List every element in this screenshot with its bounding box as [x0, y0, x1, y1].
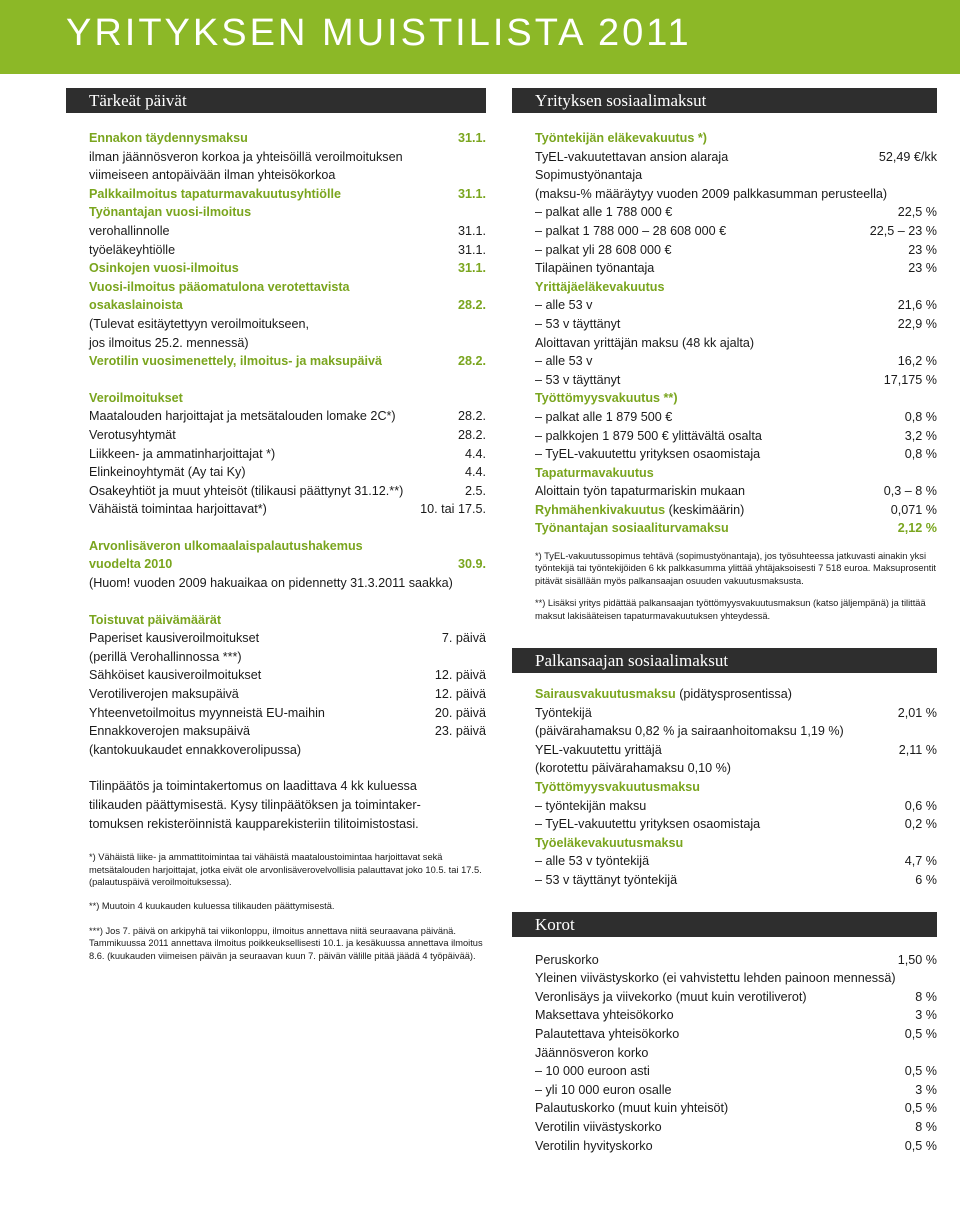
date-value: 2.5.	[464, 483, 486, 498]
rate-row	[535, 352, 937, 371]
rate-label	[535, 501, 744, 520]
rate-row	[535, 278, 937, 297]
date-row	[89, 352, 486, 371]
text-line: tilikauden päättymisestä. Kysy tilinpäätöksen ja toimintaker-	[89, 798, 421, 812]
date-value: 30.9.	[457, 557, 486, 572]
rate-label: – 10 000 euroon asti	[535, 1064, 650, 1079]
footnote: **) Muutoin 4 kuukauden kuluessa tilikauden päättymisestä.	[89, 901, 335, 912]
text-line: (kantokuukaudet ennakkoverolipussa)	[89, 742, 302, 757]
spacer	[89, 371, 486, 389]
rate-label: Työttömyysvakuutus **)	[535, 391, 678, 406]
rate-label: Aloittain työn tapaturmariskin mukaan	[535, 484, 745, 499]
rate-label: Yleinen viivästyskorko (ei vahvistettu lehden painoon mennessä)	[535, 971, 896, 986]
text-line: tomuksen rekisteröinnistä kaupparekisteriin tilitoimistostasi.	[89, 816, 419, 831]
rate-row	[535, 797, 937, 816]
date-row	[89, 704, 486, 723]
rate-label: – palkkojen 1 879 500 € ylittävältä osalta	[535, 428, 762, 443]
rate-row	[535, 969, 937, 988]
rate-value: 22,5 – 23 %	[869, 223, 937, 238]
date-row	[89, 222, 486, 241]
date-row	[89, 629, 486, 648]
rate-row	[535, 1025, 937, 1044]
rate-value: 1,50 %	[897, 952, 937, 967]
date-label: Vähäistä toimintaa harjoittavat*)	[89, 502, 267, 517]
rate-label: – alle 53 v	[535, 354, 593, 369]
rate-row	[535, 1062, 937, 1081]
important-dates-column	[66, 88, 486, 962]
rate-label-emphasis: Sairausvakuutusmaksu	[535, 687, 676, 702]
rate-row	[535, 759, 937, 778]
rate-label: Verotilin viivästyskorko	[535, 1119, 662, 1134]
rate-value: 4,7 %	[904, 854, 937, 869]
date-row	[89, 555, 486, 574]
rate-label: Peruskorko	[535, 952, 599, 967]
date-value: 31.1.	[457, 131, 486, 145]
left-footnotes	[89, 851, 486, 962]
rate-label-rest: (keskimäärin)	[665, 502, 745, 517]
date-value: 28.2.	[457, 409, 486, 424]
rate-label: Työnantajan sosiaaliturvamaksu	[535, 521, 729, 536]
rate-value: 21,6 %	[897, 298, 937, 313]
date-row	[89, 500, 486, 519]
rate-value: 0,5 %	[904, 1138, 937, 1153]
rate-label	[535, 685, 792, 704]
date-row	[89, 407, 486, 426]
rate-label: Työttömyysvakuutusmaksu	[535, 780, 700, 795]
date-row	[89, 296, 486, 315]
date-value: 31.1.	[457, 223, 486, 238]
rate-value: 0,8 %	[904, 447, 937, 462]
rate-label: – palkat 1 788 000 – 28 608 000 €	[535, 223, 727, 238]
employee-social-body	[512, 673, 937, 890]
rate-label: – yli 10 000 euron osalle	[535, 1082, 672, 1097]
rate-label: Työntekijä	[535, 705, 592, 720]
rate-row	[535, 1006, 937, 1025]
date-label: Liikkeen- ja ammatinharjoittajat *)	[89, 446, 276, 461]
date-row	[89, 463, 486, 482]
date-row	[89, 259, 486, 278]
rate-label: Veronlisäys ja viivekorko (muut kuin verotiliverot)	[535, 989, 807, 1004]
rate-value: 0,3 – 8 %	[883, 484, 937, 499]
page-title: YRITYKSEN MUISTILISTA 2011	[66, 12, 692, 54]
rate-label: – palkat yli 28 608 000 €	[535, 242, 672, 257]
rate-label: – 53 v täyttänyt	[535, 316, 621, 331]
date-value: 31.1.	[457, 261, 486, 276]
rate-row	[535, 815, 937, 834]
date-label: Ennakon täydennysmaksu	[89, 131, 248, 145]
date-label: Yhteenvetoilmoitus myynneistä EU-maihin	[89, 705, 325, 720]
rate-value: 0,5 %	[904, 1101, 937, 1116]
interest-body	[512, 937, 937, 1156]
date-row	[89, 129, 486, 148]
rate-row	[535, 482, 937, 501]
rate-label: – TyEL-vakuutettu yrityksen osaomistaja	[535, 817, 761, 832]
rate-label: – työntekijän maksu	[535, 798, 647, 813]
date-value: 28.2.	[457, 354, 486, 369]
rate-label: Sopimustyönantaja	[535, 168, 643, 183]
date-label: Palkkailmoitus tapaturmavakuutusyhtiölle	[89, 186, 341, 201]
text-line: jos ilmoitus 25.2. mennessä)	[89, 335, 249, 350]
rate-row	[535, 296, 937, 315]
rate-value: 2,11 %	[898, 742, 937, 757]
rate-row	[535, 778, 937, 797]
rate-label: – TyEL-vakuutettu yrityksen osaomistaja	[535, 447, 761, 462]
date-row	[89, 241, 486, 260]
rate-label: Tapaturmavakuutus	[535, 465, 654, 480]
rate-row	[535, 1137, 937, 1156]
date-value: 4.4.	[464, 465, 486, 480]
text-line: (perillä Verohallinnossa ***)	[89, 649, 242, 664]
rate-row	[535, 988, 937, 1007]
title-banner	[0, 0, 960, 74]
rate-label: – alle 53 v työntekijä	[535, 854, 650, 869]
rate-value: 16,2 %	[897, 354, 937, 369]
company-social-header: Yrityksen sosiaalimaksut	[512, 88, 937, 113]
spacer	[89, 759, 486, 777]
date-label: Paperiset kausiveroilmoitukset	[89, 631, 260, 646]
section-heading: Veroilmoitukset	[89, 390, 183, 405]
date-value: 23. päivä	[434, 724, 486, 739]
date-value: 31.1.	[457, 186, 486, 201]
section-heading: Vuosi-ilmoitus pääomatulona verotettavista	[89, 279, 350, 294]
date-label: Ennakkoverojen maksupäivä	[89, 724, 251, 739]
rate-row	[535, 241, 937, 260]
company-social-body	[512, 113, 937, 538]
rate-row	[535, 1118, 937, 1137]
rate-row	[535, 371, 937, 390]
rate-label: Työntekijän eläkevakuutus *)	[535, 131, 707, 145]
date-label: työeläkeyhtiölle	[89, 242, 176, 257]
rate-value: 8 %	[915, 1119, 937, 1134]
rate-label: Palautettava yhteisökorko	[535, 1027, 680, 1041]
date-value: 28.2.	[457, 427, 486, 442]
date-label: Verotusyhtymät	[89, 427, 176, 442]
rate-value: 0,071 %	[890, 502, 937, 517]
date-label: Verotilin vuosimenettely, ilmoitus- ja maksupäivä	[89, 354, 383, 369]
rate-value: 2,12 %	[897, 521, 937, 536]
rate-value: 2,01 %	[897, 705, 937, 720]
employee-social-header: Palkansaajan sosiaalimaksut	[512, 648, 937, 673]
date-value: 20. päivä	[434, 705, 486, 720]
rate-row	[535, 871, 937, 890]
rate-label: Palautuskorko (muut kuin yhteisöt)	[535, 1101, 729, 1116]
rate-label: (korotettu päivärahamaksu 0,10 %)	[535, 761, 732, 776]
rate-label: – palkat alle 1 788 000 €	[535, 205, 673, 220]
rate-label-emphasis: Ryhmähenkivakuutus	[535, 502, 666, 517]
rate-value: 0,2 %	[904, 817, 937, 832]
company-social-footnotes	[512, 538, 937, 622]
rate-row	[535, 501, 937, 520]
spacer	[89, 519, 486, 537]
rate-label: Verotilin hyvityskorko	[535, 1138, 653, 1153]
text-line: (Huom! vuoden 2009 hakuaikaa on pidennetty 31.3.2011 saakka)	[89, 576, 453, 591]
rate-label: – palkat alle 1 879 500 €	[535, 409, 673, 424]
rate-label: TyEL-vakuutettavan ansion alaraja	[535, 149, 729, 164]
rate-label: Jäännösveron korko	[535, 1045, 649, 1060]
date-value: 28.2.	[457, 298, 486, 313]
date-value: 10. tai 17.5.	[420, 502, 486, 517]
text-line: viimeiseen antopäivään ilman yhteisökorkoa	[89, 168, 336, 183]
rate-label-rest: (pidätysprosentissa)	[675, 687, 792, 702]
rate-row	[535, 464, 937, 483]
rate-row	[535, 951, 937, 970]
date-label: Elinkeinoyhtymät (Ay tai Ky)	[89, 465, 246, 480]
rate-value: 0,5 %	[904, 1064, 937, 1079]
rate-label: Työeläkevakuutusmaksu	[535, 835, 684, 850]
date-label: Sähköiset kausiveroilmoitukset	[89, 668, 262, 683]
rate-value: 8 %	[915, 989, 937, 1004]
date-label: osakaslainoista	[89, 298, 183, 313]
rate-row	[535, 1044, 937, 1063]
text-line: Tilinpäätös ja toimintakertomus on laadittava 4 kk kuluessa	[89, 779, 417, 794]
rate-label: Yrittäjäeläkevakuutus	[535, 279, 665, 294]
rate-row	[535, 389, 937, 408]
spacer	[89, 593, 486, 611]
rate-row	[535, 315, 937, 334]
rate-row	[535, 834, 937, 853]
important-dates-header: Tärkeät päivät	[66, 88, 486, 113]
rate-row	[535, 1099, 937, 1118]
date-row	[89, 185, 486, 204]
rate-value: 6 %	[915, 873, 937, 888]
rate-row	[535, 129, 937, 148]
date-row	[89, 445, 486, 464]
rate-value: 3 %	[915, 1082, 937, 1097]
rate-row	[535, 203, 937, 222]
date-value: 31.1.	[457, 242, 486, 257]
date-row	[89, 722, 486, 741]
interest-header: Korot	[512, 912, 937, 937]
date-label: Maatalouden harjoittajat ja metsätalouden lomake 2C*)	[89, 409, 396, 424]
rate-label: (maksu-% määräytyy vuoden 2009 palkkasumman perusteella)	[535, 186, 888, 201]
important-dates-body	[66, 113, 486, 962]
rate-value: 23 %	[908, 242, 937, 257]
date-value: 4.4.	[464, 446, 486, 461]
rate-row	[535, 148, 937, 167]
footnote: ***) Jos 7. päivä on arkipyhä tai viikonloppu, ilmoitus annettava niitä seuraavana päivänä. Tammikuussa 2011 annettava ilmoitus poikkeuksellisesti 10.1. ja kesäkuussa annettava ilmoitus 8.6. (kuukauden viimeisen päivän ja seuraavan kuun 7. päivän välille pitää jäädä 4 työpäivää).	[89, 925, 483, 961]
rate-row	[535, 166, 937, 185]
rate-row	[535, 852, 937, 871]
date-row	[89, 685, 486, 704]
date-label: Verotiliverojen maksupäivä	[89, 687, 239, 702]
rate-label: Aloittavan yrittäjän maksu (48 kk ajalta)	[535, 335, 755, 350]
rate-value: 0,6 %	[904, 798, 937, 813]
rate-row	[535, 685, 937, 704]
rate-row	[535, 704, 937, 723]
rate-label: – alle 53 v	[535, 298, 593, 313]
section-heading: Toistuvat päivämäärät	[89, 612, 222, 627]
rate-value: 22,5 %	[897, 205, 937, 220]
rate-row	[535, 427, 937, 446]
rate-row	[535, 334, 937, 353]
rate-row	[535, 185, 937, 204]
date-value: 12. päivä	[434, 668, 486, 683]
rate-value: 52,49 €/kk	[878, 149, 937, 164]
rate-label: – 53 v täyttänyt	[535, 372, 621, 387]
rate-row	[535, 741, 937, 760]
text-line: ilman jäännösveron korkoa ja yhteisöillä veroilmoituksen	[89, 149, 403, 164]
rate-label: Tilapäinen työnantaja	[535, 261, 655, 276]
footnote: *) TyEL-vakuutussopimus tehtävä (sopimustyönantaja), jos työsuhteessa jatkuvasti ainakin yksi työntekijä tai työntekijöiden 6 kk palkkasumma ylittää yhtäjaksoisesti 7 518 euroa. Maksuprosentit pitävät sisällään myös palkansaajan osuuden vakuutusmaksusta.	[535, 551, 937, 586]
rate-row	[535, 259, 937, 278]
text-line: (Tulevat esitäytettyyn veroilmoitukseen,	[89, 316, 310, 331]
rate-row	[535, 445, 937, 464]
rate-row	[535, 519, 937, 538]
rate-label: YEL-vakuutettu yrittäjä	[535, 742, 662, 757]
date-value: 7. päivä	[441, 631, 486, 646]
rate-value: 17,175 %	[883, 372, 937, 387]
right-column	[512, 88, 937, 1155]
rate-row	[535, 722, 937, 741]
rate-row	[535, 222, 937, 241]
rate-row	[535, 1081, 937, 1100]
footnote: **) Lisäksi yritys pidättää palkansaajan työttömyysvakuutusmaksun (katso jäljempänä) ja tilittää maksut lakisääteisen tapaturmavakuutuksen yhteydessä.	[535, 598, 926, 621]
section-heading: Arvonlisäveron ulkomaalaispalautushakemus	[89, 538, 363, 553]
rate-value: 3 %	[915, 1008, 937, 1023]
date-row	[89, 666, 486, 685]
date-label: Osakeyhtiöt ja muut yhteisöt (tilikausi päättynyt 31.12.**)	[89, 483, 404, 498]
date-row	[89, 482, 486, 501]
rate-label: – 53 v täyttänyt työntekijä	[535, 873, 678, 888]
date-label: Osinkojen vuosi-ilmoitus	[89, 261, 239, 276]
footnote: *) Vähäistä liike- ja ammattitoimintaa tai vähäistä maataloustoimintaa harjoittavat sekä metsätalouden harjoittajat, jotka eivät ole arvonlisäverovelvollisia palauttavat joko 10.5. tai 17.5. (palautuspäivä veroilmoituksessa).	[89, 852, 482, 887]
rate-value: 3,2 %	[904, 428, 937, 443]
rate-value: 0,5 %	[904, 1027, 937, 1041]
date-label: verohallinnolle	[89, 223, 170, 238]
date-label: vuodelta 2010	[89, 557, 173, 572]
rate-value: 0,8 %	[904, 409, 937, 424]
date-value: 12. päivä	[434, 687, 486, 702]
rate-label: (päivärahamaksu 0,82 % ja sairaanhoitomaksu 1,19 %)	[535, 724, 844, 739]
rate-value: 23 %	[908, 261, 937, 276]
rate-label: Maksettava yhteisökorko	[535, 1008, 674, 1023]
date-row	[89, 426, 486, 445]
rate-value: 22,9 %	[897, 316, 937, 331]
section-heading: Työnantajan vuosi-ilmoitus	[89, 205, 252, 220]
rate-row	[535, 408, 937, 427]
